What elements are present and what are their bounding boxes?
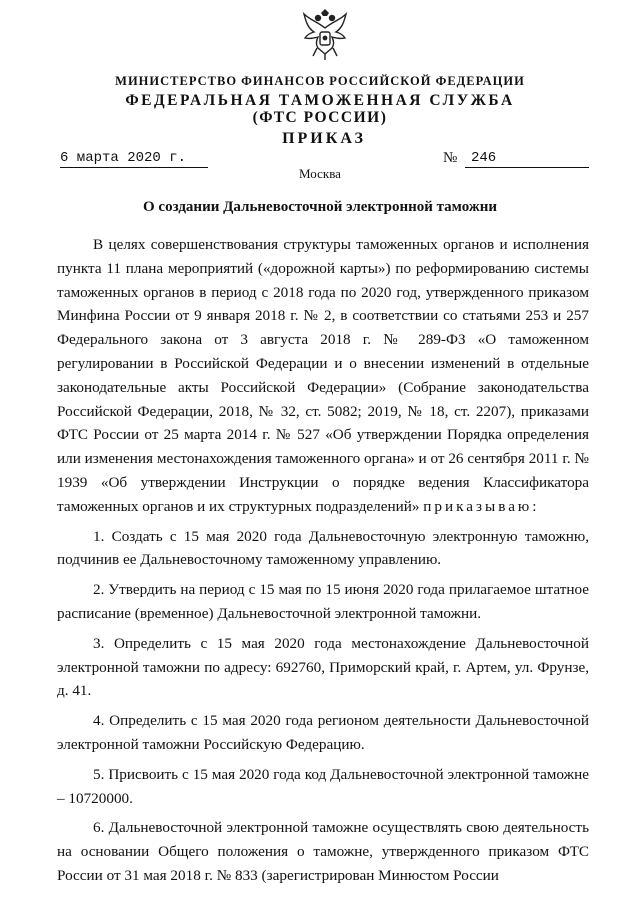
- preamble-text: В целях совершенствования структуры таможенных органов и исполнения пункта 11 плана мероприятий («дорожной карты») по реформированию системы таможенных органов в период с 2018 года по 2020 год, утвержденного приказом Минфина России от 9 января 2018 г. № 2, в соответствии со статьями 253 и 257 Федерального закона от 3 августа 2018 г. № 289-ФЗ «О таможенном регулировании в Российской Федерации и о внесении изменений в отдельные законодательные акты Российской Федерации» (Собрание законодательства Российской Федерации, 2018, № 32, ст. 5082; 2019, № 18, ст. 2207), приказами ФТС России от 25 марта 2014 г. № 527 «Об утверждении Порядка определения или изменения местонахождения таможенного органа» и от 26 сентября 2011 г. № 1939 «Об утверждении Инструкции о порядке ведения Классификатора таможенных органов и их структурных подразделений»: [57, 236, 589, 515]
- document-type: ПРИКАЗ: [282, 130, 366, 147]
- order-item-4: 4. Определить с 15 мая 2020 года регионом деятельности Дальневосточной электронной таможни Российскую Федерацию.: [57, 712, 589, 753]
- order-item-5: 5. Присвоить с 15 мая 2020 года код Дальневосточной электронной таможне – 10720000.: [57, 765, 589, 807]
- preamble-paragraph: [57, 233, 589, 519]
- document-date: 6 марта 2020 г.: [60, 150, 208, 168]
- number-sign: №: [443, 150, 458, 166]
- order-word: приказываю:: [423, 497, 540, 515]
- order-item-6: 6. Дальневосточной электронной таможне осуществлять свою деятельность на основании Общего положения о таможне, утвержденного приказом ФТС России от 31 мая 2018 г. № 833 (зарегистрирован Минюстом России: [57, 819, 589, 884]
- document-title: О создании Дальневосточной электронной таможни: [143, 199, 497, 215]
- service-abbreviation: (ФТС РОССИИ): [252, 109, 388, 126]
- double-headed-eagle-emblem-icon: [300, 8, 350, 62]
- service-name: ФЕДЕРАЛЬНАЯ ТАМОЖЕННАЯ СЛУЖБА: [125, 92, 515, 109]
- document-body: [57, 233, 589, 888]
- order-item-1: 1. Создать с 15 мая 2020 года Дальневосточную электронную таможню, подчинив ее Дальневосточному таможенному управлению.: [57, 527, 589, 569]
- document-number: 246: [465, 150, 589, 168]
- order-item-2: 2. Утвердить на период с 15 мая по 15 июня 2020 года прилагаемое штатное расписание (временное) Дальневосточной электронной таможни.: [57, 581, 589, 622]
- ministry-name: МИНИСТЕРСТВО ФИНАНСОВ РОССИЙСКОЙ ФЕДЕРАЦИИ: [115, 74, 525, 88]
- issue-city: Москва: [299, 166, 341, 181]
- order-item-3: 3. Определить с 15 мая 2020 года местонахождение Дальневосточной электронной таможни по адресу: 692760, Приморский край, г. Артем, ул. Фрунзе, д. 41.: [57, 634, 589, 700]
